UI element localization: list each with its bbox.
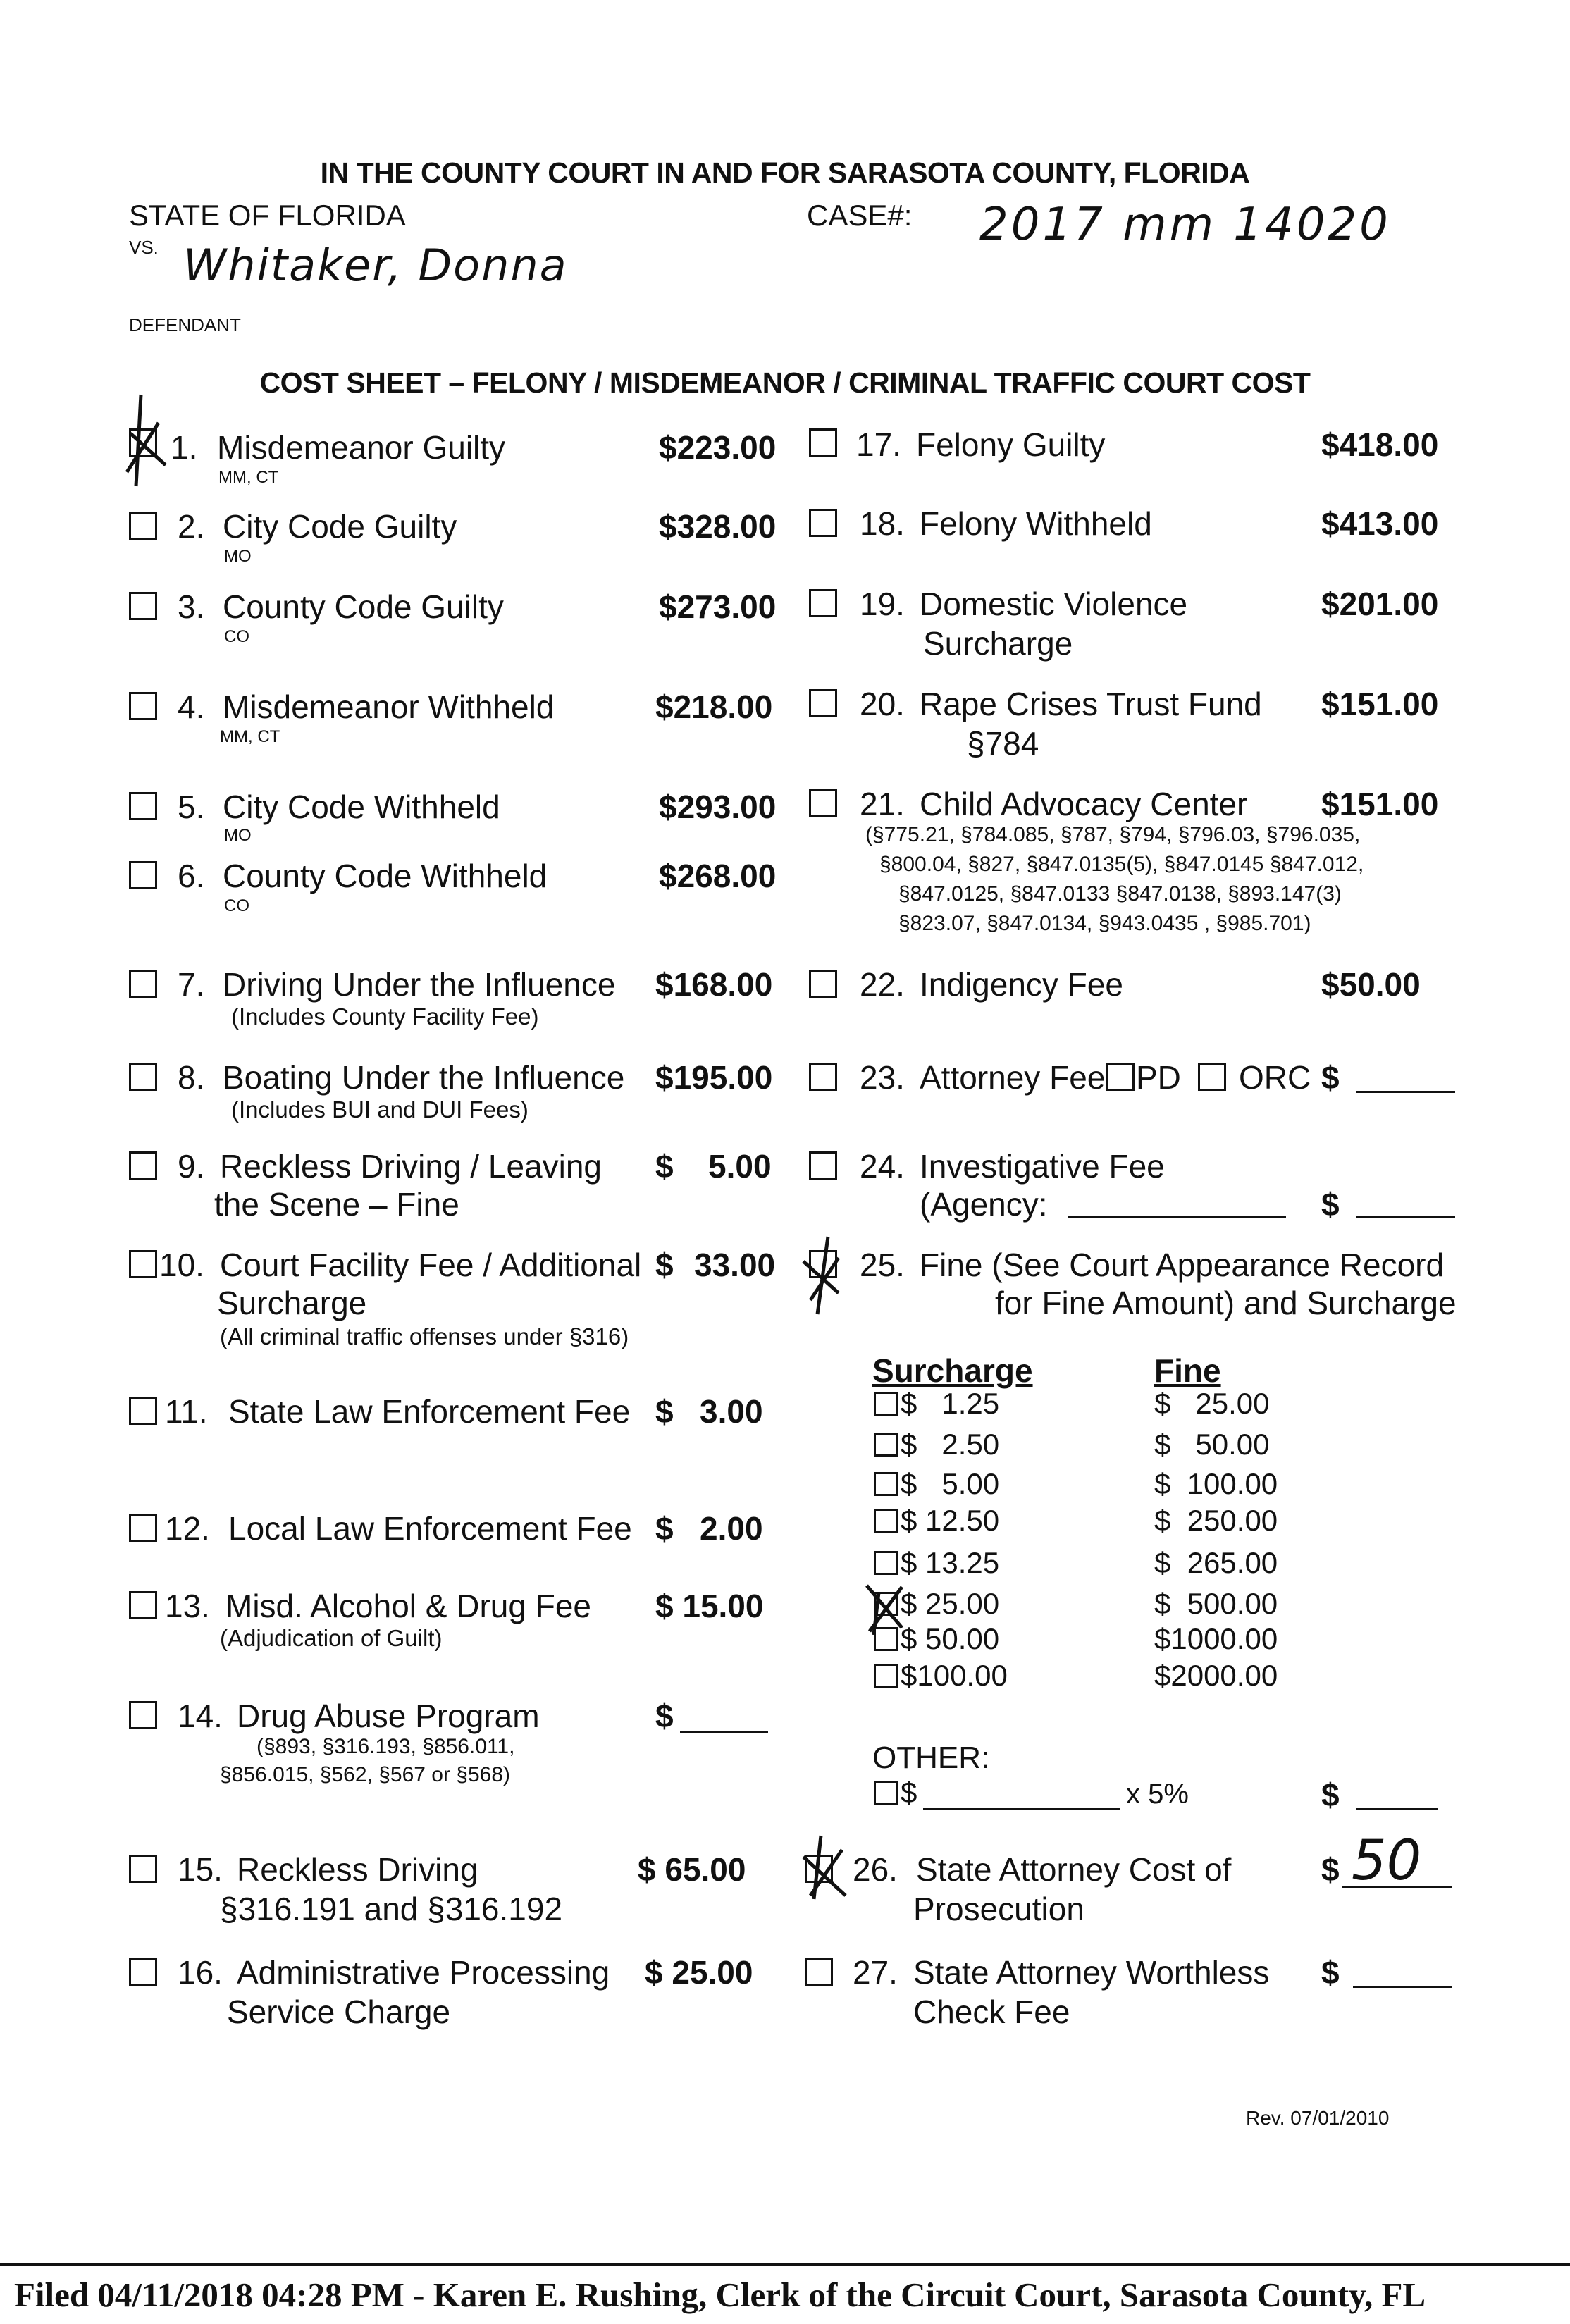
- fine-row-1-surcharge: $ 1.25: [901, 1387, 1000, 1420]
- item-3-sub: CO: [224, 627, 249, 646]
- item-16-amount: $ 25.00: [645, 1954, 753, 1991]
- item-26-label: State Attorney Cost of: [916, 1851, 1232, 1888]
- item-19-label: Domestic Violence: [920, 586, 1188, 622]
- checkbox-item-21[interactable]: [809, 789, 837, 817]
- item-11-label: State Law Enforcement Fee: [228, 1393, 631, 1430]
- fine-row-8-fine: $2000.00: [1154, 1659, 1278, 1692]
- fine-row-3-checkbox[interactable]: [874, 1472, 898, 1496]
- item-19-num: 19.: [860, 586, 905, 622]
- checkbox-pd[interactable]: [1106, 1063, 1135, 1091]
- checkbox-item-6[interactable]: [129, 861, 157, 889]
- checkbox-item-20[interactable]: [809, 689, 837, 717]
- item-11-num: 11.: [165, 1393, 208, 1430]
- checkbox-item-12[interactable]: [129, 1514, 157, 1542]
- fine-row-8-checkbox[interactable]: [874, 1664, 898, 1688]
- item-20-label: Rape Crises Trust Fund: [920, 686, 1262, 722]
- item-16-label: Administrative Processing: [237, 1954, 610, 1991]
- item-23-amount-sym: $: [1321, 1059, 1340, 1096]
- item-24-amount-sym: $: [1321, 1186, 1340, 1223]
- item-14-amount-blank[interactable]: [680, 1731, 768, 1733]
- surcharge-header: Surcharge: [872, 1352, 1033, 1389]
- item-20-label2: §784: [967, 725, 1039, 762]
- checkbox-item-11[interactable]: [129, 1397, 157, 1425]
- item-4-label: Misdemeanor Withheld: [223, 688, 555, 725]
- item-9-amount-sym: $: [655, 1148, 674, 1185]
- fine-row-3-fine: $ 100.00: [1154, 1467, 1278, 1500]
- filing-stamp: Filed 04/11/2018 04:28 PM - Karen E. Rushing, Clerk of the Circuit Court, Sarasota County, FL: [14, 2275, 1426, 2314]
- item-22-label: Indigency Fee: [920, 966, 1123, 1003]
- case-label: CASE#:: [807, 199, 913, 232]
- checkbox-item-10[interactable]: [129, 1250, 157, 1278]
- fine-row-8-surcharge: $100.00: [901, 1659, 1008, 1692]
- item-6-num: 6.: [178, 858, 205, 894]
- item-26-amount-sym: $: [1321, 1851, 1340, 1888]
- item-4-sub: MM, CT: [220, 727, 280, 746]
- item-13-amount: $ 15.00: [655, 1588, 764, 1624]
- item-18-num: 18.: [860, 505, 905, 542]
- other-total-blank[interactable]: [1356, 1808, 1438, 1810]
- item-8-sub: (Includes BUI and DUI Fees): [231, 1096, 529, 1123]
- item-20-amount: $151.00: [1321, 686, 1439, 722]
- item-3-num: 3.: [178, 588, 205, 625]
- item-15-label: Reckless Driving: [237, 1851, 478, 1888]
- check-mark-item-25: [796, 1230, 853, 1328]
- item-21-statutes-1: (§775.21, §784.085, §787, §794, §796.03, §796.035,: [865, 823, 1361, 846]
- other-checkbox[interactable]: [874, 1781, 898, 1805]
- checkbox-orc[interactable]: [1198, 1063, 1226, 1091]
- checkbox-item-3[interactable]: [129, 592, 157, 620]
- item-23-amount-blank[interactable]: [1356, 1091, 1455, 1093]
- item-25-num: 25.: [860, 1247, 905, 1283]
- item-14-sub: (§893, §316.193, §856.011,: [256, 1735, 515, 1758]
- item-7-num: 7.: [178, 966, 205, 1003]
- item-24-num: 24.: [860, 1148, 905, 1185]
- checkbox-item-13[interactable]: [129, 1591, 157, 1619]
- orc-label: ORC: [1239, 1059, 1311, 1096]
- checkbox-item-16[interactable]: [129, 1958, 157, 1986]
- fine-row-7-fine: $1000.00: [1154, 1622, 1278, 1655]
- item-10-amount: 33.00: [694, 1247, 776, 1283]
- item-21-statutes-3: §847.0125, §847.0133 §847.0138, §893.147(3): [898, 882, 1342, 906]
- case-number: 2017 mm 14020: [979, 199, 1391, 251]
- item-14-num: 14.: [178, 1698, 223, 1734]
- item-25-label2: for Fine Amount) and Surcharge: [995, 1285, 1457, 1321]
- footer-divider: [0, 2263, 1570, 2266]
- item-11-amount: 3.00: [700, 1393, 763, 1430]
- item-7-label: Driving Under the Influence: [223, 966, 616, 1003]
- item-22-num: 22.: [860, 966, 905, 1003]
- item-22-amount: $50.00: [1321, 966, 1421, 1003]
- item-26-amount-line: [1342, 1886, 1452, 1888]
- fine-row-6-fine: $ 500.00: [1154, 1587, 1278, 1620]
- fine-row-4-fine: $ 250.00: [1154, 1504, 1278, 1537]
- fine-row-7-checkbox[interactable]: [874, 1627, 898, 1651]
- item-27-amount-sym: $: [1321, 1954, 1340, 1991]
- checkbox-item-4[interactable]: [129, 692, 157, 720]
- item-7-amount: $168.00: [655, 966, 773, 1003]
- item-24-label2: (Agency:: [920, 1186, 1048, 1223]
- item-10-label2: Surcharge: [217, 1285, 367, 1321]
- pd-label: PD: [1136, 1059, 1181, 1096]
- item-11-amount-sym: $: [655, 1393, 674, 1430]
- item-13-label: Misd. Alcohol & Drug Fee: [225, 1588, 592, 1624]
- item-24-amount-blank[interactable]: [1356, 1216, 1455, 1218]
- item-8-amount: $195.00: [655, 1059, 773, 1096]
- item-27-amount-blank[interactable]: [1353, 1986, 1452, 1988]
- fine-row-5-surcharge: $ 13.25: [901, 1546, 1000, 1579]
- item-17-num: 17.: [856, 426, 901, 463]
- checkbox-item-17[interactable]: [809, 428, 837, 457]
- fine-header: Fine: [1154, 1352, 1221, 1389]
- item-12-num: 12.: [165, 1510, 210, 1547]
- item-6-sub: CO: [224, 896, 249, 915]
- item-17-label: Felony Guilty: [916, 426, 1106, 463]
- checkbox-item-5[interactable]: [129, 792, 157, 820]
- item-20-num: 20.: [860, 686, 905, 722]
- item-26-label2: Prosecution: [913, 1891, 1084, 1927]
- item-15-amount: $ 65.00: [638, 1851, 746, 1888]
- vs-label: VS.: [129, 237, 159, 258]
- item-26-amount-handwritten: 50: [1352, 1829, 1422, 1893]
- item-27-num: 27.: [853, 1954, 898, 1991]
- fine-row-1-fine: $ 25.00: [1154, 1387, 1270, 1420]
- checkbox-item-24[interactable]: [809, 1151, 837, 1180]
- check-mark-item-26: [793, 1829, 856, 1913]
- fine-row-1-checkbox[interactable]: [874, 1392, 898, 1416]
- item-19-amount: $201.00: [1321, 586, 1439, 622]
- checkbox-item-23[interactable]: [809, 1063, 837, 1091]
- checkbox-item-27[interactable]: [805, 1958, 833, 1986]
- item-18-label: Felony Withheld: [920, 505, 1152, 542]
- item-4-num: 4.: [178, 688, 205, 725]
- item-19-label2: Surcharge: [923, 625, 1073, 662]
- item-18-amount: $413.00: [1321, 505, 1439, 542]
- checkbox-item-2[interactable]: [129, 512, 157, 540]
- item-26-num: 26.: [853, 1851, 898, 1888]
- fine-row-6-surcharge: $ 25.00: [901, 1587, 1000, 1620]
- fine-row-3-surcharge: $ 5.00: [901, 1467, 1000, 1500]
- item-23-num: 23.: [860, 1059, 905, 1096]
- checkbox-item-22[interactable]: [809, 970, 837, 998]
- item-6-label: County Code Withheld: [223, 858, 548, 894]
- item-21-statutes-4: §823.07, §847.0134, §943.0435 , §985.701): [898, 912, 1311, 935]
- item-2-sub: MO: [224, 547, 252, 566]
- checkbox-item-15[interactable]: [129, 1855, 157, 1883]
- fine-row-5-fine: $ 265.00: [1154, 1546, 1278, 1579]
- checkbox-item-18[interactable]: [809, 509, 837, 537]
- item-27-label: State Attorney Worthless: [913, 1954, 1270, 1991]
- item-2-label: City Code Guilty: [223, 508, 457, 545]
- item-21-label: Child Advocacy Center: [920, 786, 1248, 822]
- court-title: IN THE COUNTY COURT IN AND FOR SARASOTA COUNTY, FLORIDA: [320, 156, 1250, 189]
- item-14-label: Drug Abuse Program: [237, 1698, 540, 1734]
- item-10-amount-sym: $: [655, 1247, 674, 1283]
- item-9-label2: the Scene – Fine: [214, 1186, 459, 1223]
- item-12-label: Local Law Enforcement Fee: [228, 1510, 632, 1547]
- item-10-sub: (All criminal traffic offenses under §316): [220, 1323, 629, 1349]
- item-6-amount: $268.00: [659, 858, 777, 894]
- item-4-amount: $218.00: [655, 688, 773, 725]
- defendant-label: DEFENDANT: [129, 314, 241, 335]
- checkbox-item-19[interactable]: [809, 589, 837, 617]
- item-5-amount: $293.00: [659, 789, 777, 825]
- checkbox-item-7[interactable]: [129, 970, 157, 998]
- item-3-label: County Code Guilty: [223, 588, 504, 625]
- other-total-sym: $: [1321, 1776, 1340, 1813]
- sheet-title: COST SHEET – FELONY / MISDEMEANOR / CRIMINAL TRAFFIC COURT COST: [259, 366, 1311, 399]
- item-16-label2: Service Charge: [227, 1994, 451, 2030]
- fine-row-4-surcharge: $ 12.50: [901, 1504, 1000, 1537]
- item-15-label2: §316.191 and §316.192: [220, 1891, 563, 1927]
- item-5-sub: MO: [224, 826, 252, 845]
- item-27-label2: Check Fee: [913, 1994, 1070, 2030]
- item-3-amount: $273.00: [659, 588, 777, 625]
- checkbox-item-8[interactable]: [129, 1063, 157, 1091]
- checkbox-item-9[interactable]: [129, 1151, 157, 1180]
- item-24-label: Investigative Fee: [920, 1148, 1165, 1185]
- item-14-amount-sym: $: [655, 1698, 674, 1734]
- item-17-amount: $418.00: [1321, 426, 1439, 463]
- check-mark-item-1: [116, 381, 173, 500]
- other-label: OTHER:: [872, 1741, 990, 1775]
- item-12-amount-sym: $: [655, 1510, 674, 1547]
- item-25-label: Fine (See Court Appearance Record: [920, 1247, 1445, 1283]
- item-12-amount: 2.00: [700, 1510, 763, 1547]
- fine-row-2-surcharge: $ 2.50: [901, 1428, 1000, 1461]
- item-9-label: Reckless Driving / Leaving: [220, 1148, 602, 1185]
- item-23-label: Attorney Fee: [920, 1059, 1106, 1096]
- other-amount-blank[interactable]: [923, 1808, 1120, 1810]
- item-1-amount: $223.00: [659, 429, 777, 466]
- state-label: STATE OF FLORIDA: [129, 199, 406, 232]
- item-10-label: Court Facility Fee / Additional: [220, 1247, 642, 1283]
- other-percent: x 5%: [1126, 1779, 1189, 1810]
- fine-row-2-checkbox[interactable]: [874, 1433, 898, 1457]
- item-21-num: 21.: [860, 786, 905, 822]
- fine-row-7-surcharge: $ 50.00: [901, 1622, 1000, 1655]
- item-9-amount: 5.00: [708, 1148, 772, 1185]
- item-21-statutes-2: §800.04, §827, §847.0135(5), §847.0145 §847.012,: [879, 853, 1364, 876]
- item-1-sub: MM, CT: [218, 468, 279, 487]
- item-7-sub: (Includes County Facility Fee): [231, 1003, 539, 1030]
- item-5-label: City Code Withheld: [223, 789, 500, 825]
- item-5-num: 5.: [178, 789, 205, 825]
- item-15-num: 15.: [178, 1851, 223, 1888]
- fine-row-4-checkbox[interactable]: [874, 1509, 898, 1533]
- item-8-num: 8.: [178, 1059, 205, 1096]
- fine-row-5-checkbox[interactable]: [874, 1551, 898, 1575]
- revision-label: Rev. 07/01/2010: [1246, 2107, 1390, 2129]
- fine-row-2-fine: $ 50.00: [1154, 1428, 1270, 1461]
- item-2-amount: $328.00: [659, 508, 777, 545]
- defendant-name: Whitaker, Donna: [183, 240, 568, 291]
- item-21-amount: $151.00: [1321, 786, 1439, 822]
- agency-blank[interactable]: [1068, 1216, 1286, 1218]
- other-dollar-sign: $: [901, 1776, 917, 1809]
- item-9-num: 9.: [178, 1148, 205, 1185]
- item-14-sub2: §856.015, §562, §567 or §568): [220, 1763, 511, 1786]
- checkbox-item-14[interactable]: [129, 1701, 157, 1729]
- item-10-num: 10.: [159, 1247, 204, 1283]
- item-13-num: 13.: [165, 1588, 210, 1624]
- item-2-num: 2.: [178, 508, 205, 545]
- item-1-label: Misdemeanor Guilty: [217, 429, 506, 466]
- item-16-num: 16.: [178, 1954, 223, 1991]
- item-8-label: Boating Under the Influence: [223, 1059, 625, 1096]
- item-13-sub: (Adjudication of Guilt): [220, 1625, 443, 1651]
- item-1-num: 1.: [171, 429, 198, 466]
